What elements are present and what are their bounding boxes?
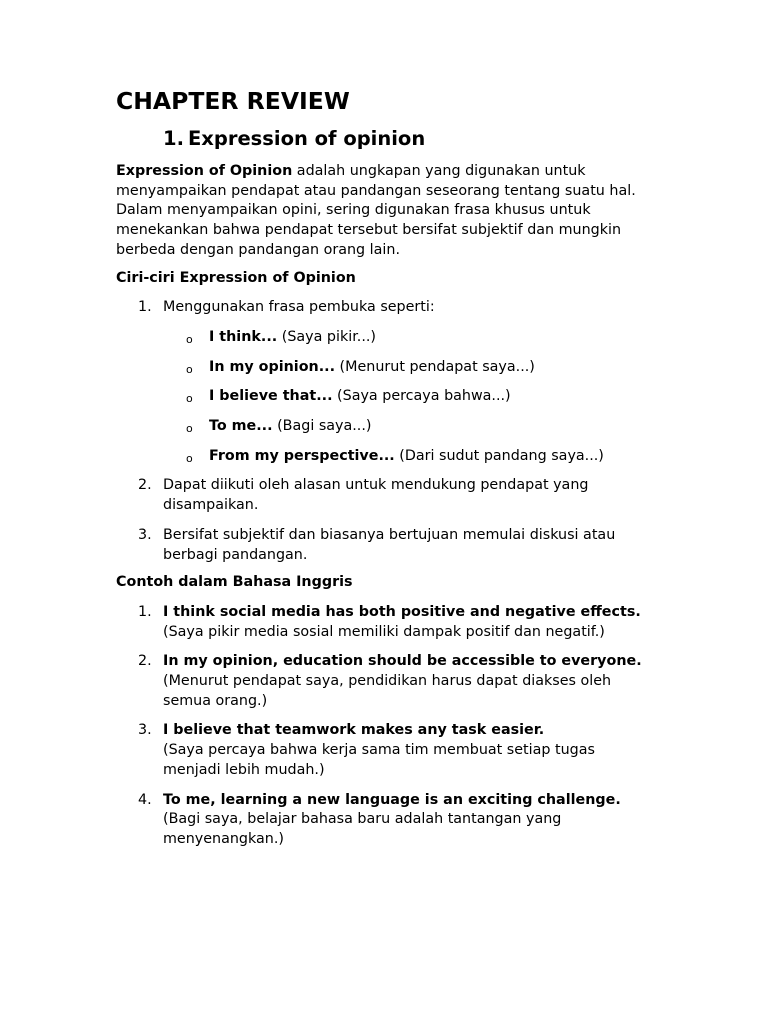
intro-term: Expression of Opinion — [116, 163, 293, 179]
chapter-title: CHAPTER REVIEW — [116, 87, 350, 115]
example-translation: (Bagi saya, belajar bahasa baru adalah tantangan yang menyenangkan.) — [163, 811, 562, 847]
list-marker: 3. — [138, 722, 152, 739]
example-english: I think social media has both positive and negative effects. — [163, 603, 641, 620]
phrase-item — [163, 328, 656, 348]
bullet-marker: o — [186, 392, 193, 406]
list-marker: 3. — [138, 526, 152, 543]
list-marker: 2. — [138, 477, 152, 494]
bullet-marker: o — [186, 451, 193, 465]
phrase-item — [163, 358, 656, 378]
phrase-meaning: (Dari sudut pandang saya...) — [394, 447, 604, 464]
list-marker: 2. — [138, 653, 152, 670]
list-marker: 1. — [138, 299, 152, 316]
characteristics-heading: Ciri-ciri Expression of Opinion — [116, 269, 356, 286]
example-item — [116, 791, 656, 850]
document-page — [116, 84, 656, 850]
intro-paragraph — [116, 162, 656, 261]
phrase-text: I believe that... — [209, 388, 333, 405]
example-item — [116, 652, 656, 711]
bullet-marker: o — [186, 362, 193, 376]
bullet-marker: o — [186, 332, 193, 346]
section-heading-text: Expression of opinion — [187, 127, 426, 150]
phrase-meaning: (Menurut pendapat saya...) — [335, 358, 535, 375]
phrase-meaning: (Saya pikir...) — [277, 328, 377, 345]
list-item — [116, 526, 656, 565]
example-item — [116, 721, 656, 780]
list-item-text: Bersifat subjektif dan biasanya bertujuan memulai diskusi atau berbagi pandangan. — [163, 526, 616, 563]
example-english: To me, learning a new language is an exciting challenge. — [163, 791, 621, 808]
list-item — [116, 476, 656, 515]
phrase-text: From my perspective... — [209, 447, 395, 464]
phrase-meaning: (Bagi saya...) — [272, 418, 372, 435]
example-english: In my opinion, education should be accessible to everyone. — [163, 653, 642, 670]
phrase-item — [163, 387, 656, 407]
example-translation: (Saya percaya bahwa kerja sama tim membuat setiap tugas menjadi lebih mudah.) — [163, 742, 595, 778]
example-english: I believe that teamwork makes any task easier. — [163, 722, 545, 739]
phrase-text: I think... — [209, 328, 278, 345]
phrase-text: To me... — [209, 418, 273, 435]
list-item-text: Dapat diikuti oleh alasan untuk mendukung pendapat yang disampaikan. — [163, 477, 589, 514]
bullet-marker: o — [186, 422, 193, 436]
examples-heading: Contoh dalam Bahasa Inggris — [116, 574, 353, 591]
list-item-text: Menggunakan frasa pembuka seperti: — [163, 299, 435, 316]
phrase-item — [163, 447, 656, 467]
section-number: 1. — [163, 127, 184, 150]
example-translation: (Saya pikir media sosial memiliki dampak positif dan negatif.) — [163, 623, 605, 640]
example-translation: (Menurut pendapat saya, pendidikan harus dapat diakses oleh semua orang.) — [163, 673, 612, 709]
list-marker: 1. — [138, 603, 152, 620]
characteristics-list — [116, 298, 656, 565]
phrase-text: In my opinion... — [209, 358, 335, 375]
phrase-meaning: (Saya percaya bahwa...) — [332, 388, 511, 405]
section-heading — [163, 124, 656, 154]
phrase-list — [163, 328, 656, 467]
example-item — [116, 603, 656, 642]
intro-text: adalah ungkapan yang digunakan untuk menyampaikan pendapat atau pandangan seseorang tentang suatu hal. Dalam menyampaikan opini, sering digunakan frasa khusus untuk menekankan bahwa pendapat tersebut bersifat subjektif dan mungkin berbeda dengan pandangan orang lain. — [116, 163, 636, 258]
examples-list — [116, 603, 656, 850]
list-item — [116, 298, 656, 466]
list-marker: 4. — [138, 791, 152, 808]
phrase-item — [163, 417, 656, 437]
